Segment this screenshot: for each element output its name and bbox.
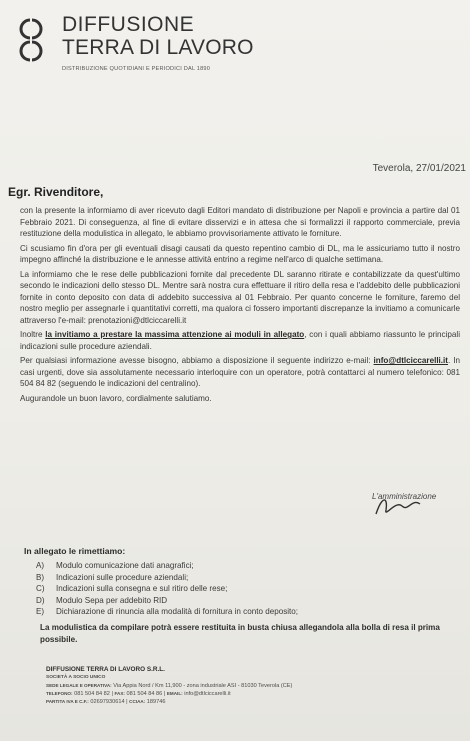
paragraph-4 bbox=[20, 329, 460, 352]
footer-fax: 081 504 84 86 bbox=[126, 691, 163, 697]
company-footer bbox=[46, 666, 346, 706]
list-item bbox=[36, 595, 416, 607]
attachments-title: In allegato le rimettiamo: bbox=[24, 546, 126, 556]
footer-contact-row: TELEFONO: 081 504 84 82 | FAX: 081 504 84 86 | EMAIL: info@dtlciccarelli.it bbox=[46, 691, 231, 697]
footer-piva-label: PARTITA IVA E C.F.: bbox=[46, 699, 89, 704]
list-item-text: Modulo Sepa per addebito RID bbox=[56, 595, 168, 605]
footer-email: info@dtlciccarelli.it bbox=[184, 691, 231, 697]
footer-sede-label: SEDE LEGALE E OPERATIVA: bbox=[46, 683, 112, 688]
attachments-list bbox=[36, 560, 416, 618]
footer-sede: Via Appia Nord / Km 11,900 - zona industriale ASI - 81030 Teverola (CE) bbox=[113, 683, 293, 689]
paragraph-4-pre: Inoltre bbox=[20, 330, 46, 339]
brand-tagline: DISTRIBUZIONE QUOTIDIANI E PERIODICI DAL 1890 bbox=[62, 66, 211, 72]
list-item-key: B) bbox=[36, 572, 45, 582]
footer-address-row bbox=[46, 682, 346, 690]
list-item-key: E) bbox=[36, 607, 45, 616]
footer-cciaa-label: CCIAA: bbox=[129, 699, 146, 704]
brand-name-line1: DIFFUSIONE bbox=[62, 13, 195, 36]
footer-email-label: EMAIL: bbox=[166, 691, 183, 696]
footer-fax-label: FAX: bbox=[114, 691, 125, 696]
list-item-text: Indicazioni sulle procedure aziendali; bbox=[56, 572, 189, 582]
brand-name-line2: TERRA DI LAVORO bbox=[62, 36, 254, 59]
list-item bbox=[36, 583, 416, 595]
letter-body bbox=[20, 205, 460, 407]
paragraph-5-text: Per qualsiasi informazione avesse bisogno, abbiamo a disposizione il seguente indirizzo e-mail: bbox=[20, 356, 371, 365]
list-item-text: Modulo comunicazione dati anagrafici; bbox=[56, 561, 194, 570]
info-email-link[interactable]: info@dtlciccarelli.it bbox=[373, 356, 449, 365]
circles-logo-icon bbox=[8, 14, 54, 66]
letter-date: Teverola, 27/01/2021 bbox=[372, 163, 466, 174]
list-item bbox=[36, 572, 416, 584]
footer-tax-row: PARTITA IVA E C.F.: 02697930614 | CCIAA: 189746 bbox=[46, 699, 166, 705]
list-item-key: A) bbox=[36, 561, 45, 570]
paragraph-4-post: , con i quali abbiamo riassunto le principali indicazioni sulle procedure aziendali. bbox=[20, 330, 461, 351]
paragraph-2: Ci scusiamo fin d'ora per gli eventuali disagi causati da questo repentino cambio di DL, ma le assicuriamo tutto il nostro impegno affinché la distribuzione e le annesse attività entrino a regime nell'arco di qualche settimana. bbox=[20, 243, 460, 264]
list-item-text: Indicazioni sulla consegna e sul ritiro delle rese; bbox=[56, 584, 228, 593]
footer-company-name: DIFFUSIONE TERRA DI LAVORO S.R.L. bbox=[46, 666, 165, 673]
paragraph-5 bbox=[20, 355, 460, 390]
paragraph-6: Augurandole un buon lavoro, cordialmente salutiamo. bbox=[20, 393, 212, 403]
list-item-key: D) bbox=[36, 595, 45, 605]
footer-company-sub: SOCIETÀ A SOCIO UNICO bbox=[46, 675, 106, 680]
list-item-text: Dichiarazione di rinuncia alla modalità di fornitura in conto deposito; bbox=[56, 607, 299, 616]
paragraph-4-emphasis: la invitiamo a prestare la massima attenzione ai moduli in allegato bbox=[45, 330, 305, 339]
footer-piva: 02697930614 bbox=[90, 699, 125, 705]
paragraph-3: La informiamo che le rese delle pubblicazioni fornite dal precedente DL saranno ritirate e contabilizzate da quest'ultimo secondo le indicazioni dello stesso DL. Mentre sarà nostra cura effettuare il ritiro della resa e l'addebito delle pubblicazioni fornite in conto deposito con data di addebito successiva al 01 Febbraio. Per quanto concerne le forniture, faremo del nostro meglio per assegnarle i quantitativi corretti, ma qualora ci fossero importanti discrepanze la invitiamo a comunicarle attraverso l'e-mail: prenotazioni@dtlciccarelli.it bbox=[20, 269, 460, 325]
list-item bbox=[36, 560, 416, 572]
footer-tel-label: TELEFONO: bbox=[46, 691, 73, 696]
list-item-key: C) bbox=[36, 584, 45, 593]
signature: L'amministrazione bbox=[372, 492, 437, 501]
footer-tel: 081 504 84 82 bbox=[74, 691, 110, 697]
paragraph-1: con la presente la informiamo di aver ricevuto dagli Editori mandato di distribuzione per Napoli e provincia a partire dal 01 Febbraio 2021. Di conseguenza, al fine di evitare disservizi e in attesa che si formalizzi il rapporto commerciale, previa restituzione della modulistica in allegato, le abbiamo provvisoriamente attivato le forniture. bbox=[20, 206, 460, 238]
paragraph-5-post: . In casi urgenti, dove sia assolutamente necessario interloquire con un operatore, potrà contattarci al numero telefonico: 081 504 84 82 (seguendo le indicazioni del centralino). bbox=[20, 356, 461, 388]
closing-note: La modulistica da compilare potrà essere restituita in busta chiusa allegandola alla bolla di resa il prima possibile. bbox=[40, 623, 440, 644]
footer-cciaa: 189746 bbox=[146, 699, 166, 705]
list-item bbox=[36, 606, 416, 618]
salutation: Egr. Rivenditore, bbox=[8, 185, 104, 199]
